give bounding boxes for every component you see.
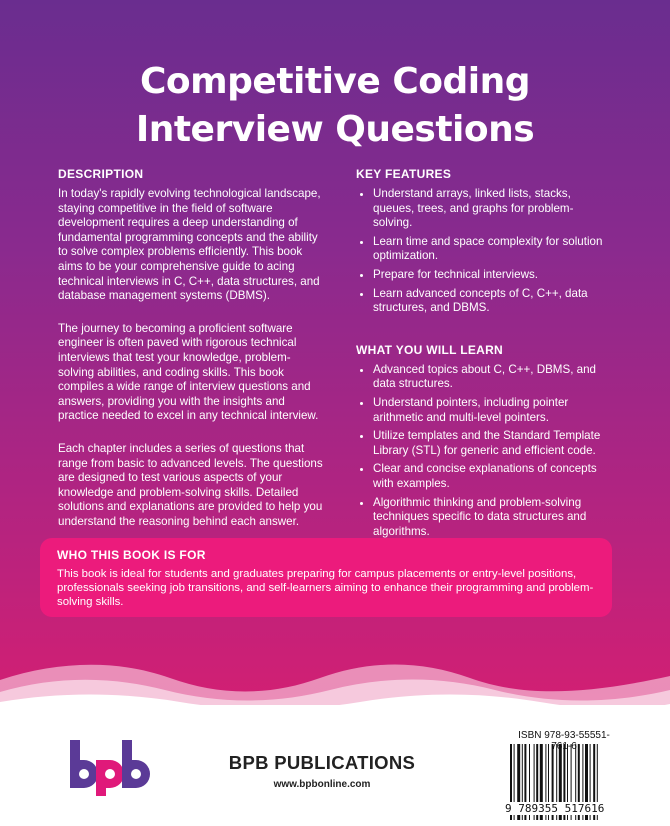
list-item: • Prepare for technical interviews.: [373, 268, 608, 283]
isbn-label: ISBN 978-93-55551-761-6: [518, 730, 610, 752]
features-column: [356, 167, 608, 543]
publisher-name: BPB PUBLICATIONS: [228, 752, 416, 773]
title-line-2: Interview Questions: [135, 109, 535, 150]
description-heading: DESCRIPTION: [58, 167, 144, 181]
list-item: • Clear and concise explanations of concepts with examples.: [373, 462, 608, 491]
description-paragraph: The journey to becoming a proficient software engineer is often paved with rigorous technical interviews that test your knowledge, problem-solving abilities, and coding skills. This book compiles a wide range of interview questions and answers, providing you with the insights and practice needed to excel in any technical interview.: [58, 321, 319, 423]
publisher-url[interactable]: www.bpbonline.com: [273, 779, 371, 790]
description-section: [58, 167, 326, 547]
learn-section: [356, 343, 608, 540]
key-features-heading: KEY FEATURES: [356, 167, 452, 181]
audience-heading: WHO THIS BOOK IS FOR: [57, 548, 206, 562]
list-item: • Learn time and space complexity for solution optimization.: [373, 235, 608, 264]
learn-list: [356, 363, 608, 540]
key-features-list: [356, 187, 608, 316]
list-item: • Algorithmic thinking and problem-solving techniques specific to data structures and algorithms.: [373, 496, 608, 540]
barcode-digits: 9 789355 517616: [503, 802, 629, 815]
audience-box: [40, 538, 612, 617]
audience-text: This book is ideal for students and graduates preparing for campus placements or entry-level positions, professionals seeking job transitions, and self-learners aiming to enhance their programming and problem-solving skills.: [57, 568, 594, 609]
book-title: [0, 58, 670, 154]
title-line-1: Competitive Coding: [139, 61, 531, 102]
list-item: • Advanced topics about C, C++, DBMS, and data structures.: [373, 363, 608, 392]
list-item: • Understand arrays, linked lists, stacks, queues, trees, and graphs for problem-solving.: [373, 187, 608, 231]
description-paragraph: In today's rapidly evolving technological landscape, staying competitive in the field of software development requires a deep understanding of fundamental programming concepts and the ability to solve complex problems efficiently. This book aims to be your comprehensive guide to acing technical interviews in C, C++, data structures, and database management systems (DBMS).: [58, 187, 321, 303]
list-item: • Understand pointers, including pointer arithmetic and multi-level pointers.: [373, 396, 608, 425]
learn-heading: WHAT YOU WILL LEARN: [356, 342, 504, 357]
list-item: • Utilize templates and the Standard Template Library (STL) for generic and efficient code.: [373, 429, 608, 458]
description-paragraph: Each chapter includes a series of questions that range from basic to advanced levels. The questions are designed to test various aspects of your knowledge and problem-solving skills. Detailed solutions and explanations are provided to help you understand the reasoning behind each answer.: [58, 441, 323, 528]
bpb-logo-icon: [68, 740, 150, 796]
list-item: • Learn advanced concepts of C, C++, data structures, and DBMS.: [373, 287, 608, 316]
